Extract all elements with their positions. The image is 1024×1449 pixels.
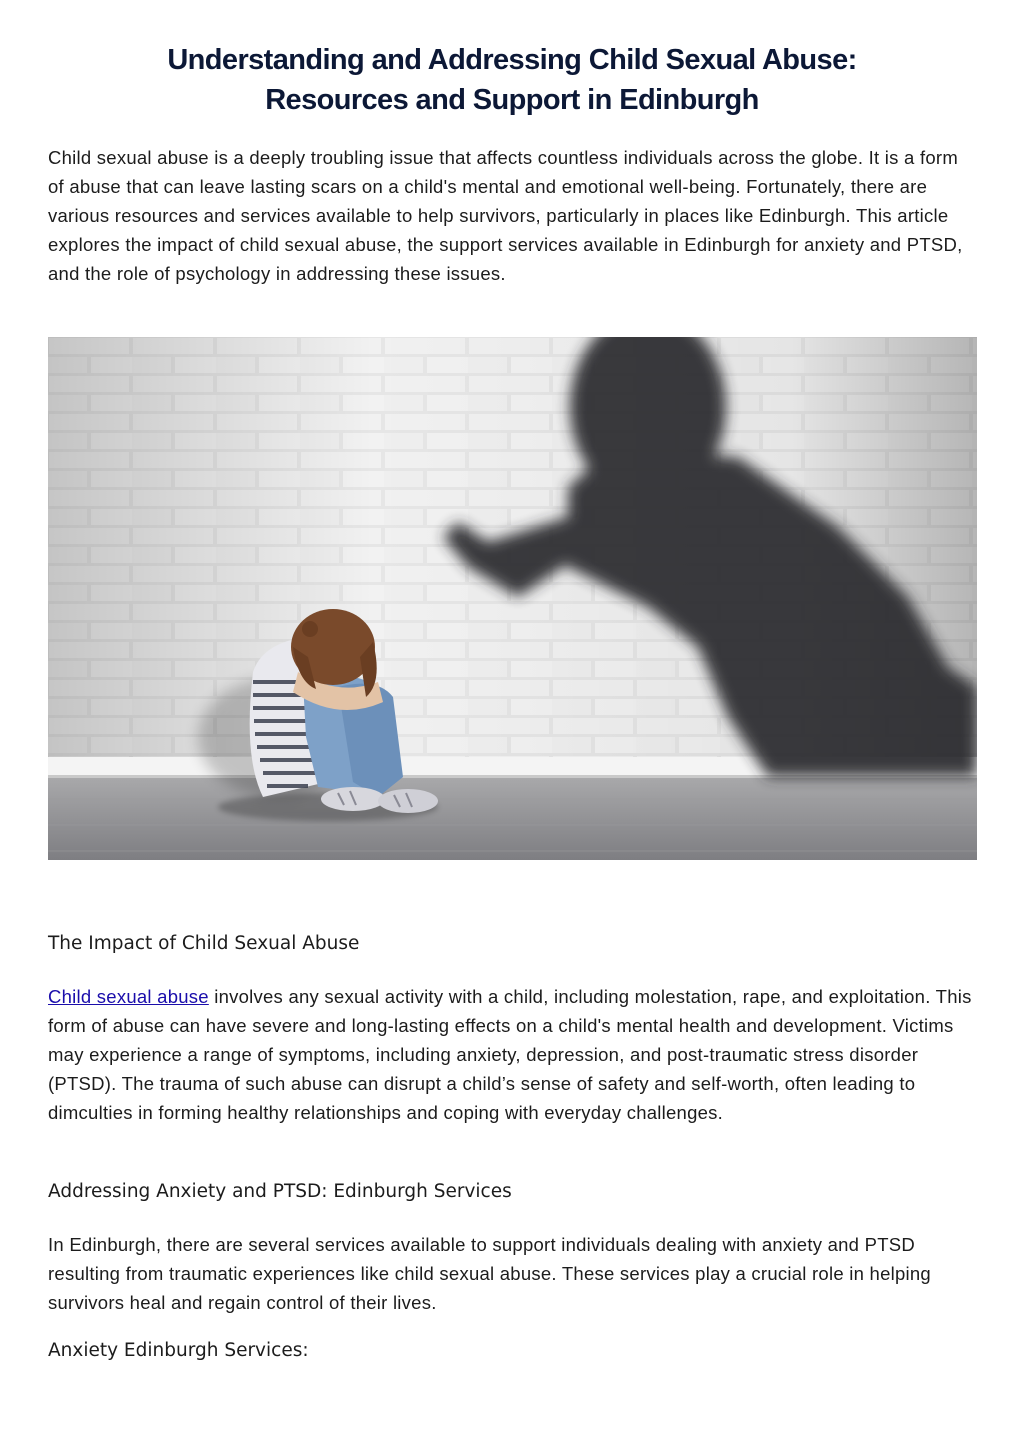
section-heading-edinburgh-services: Addressing Anxiety and PTSD: Edinburgh Services	[48, 1181, 512, 1202]
floor	[48, 778, 977, 860]
intro-paragraph: Child sexual abuse is a deeply troubling issue that affects countless individuals across the globe. It is a form of abuse that can leave lasting scars on a child's mental and emotional well-being. Fortunately, there are various resources and services available to help survivors, particularly in places like Edinburgh. This article explores the impact of child sexual abuse, the support services available in Edinburgh for anxiety and PTSD, and the role of psychology in addressing these issues.	[48, 147, 963, 284]
article-photo	[48, 337, 977, 860]
article-title-line-1: Understanding and Addressing Child Sexual Abuse:	[167, 44, 857, 76]
impact-paragraph-text: involves any sexual activity with a child, including molestation, rape, and exploitation. This form of abuse can have severe and long-lasting effects on a child's mental health and development. Victims may experience a range of symptoms, including anxiety, depression, and post-traumatic stress disorder (PTSD). The trauma of such abuse can disrupt a child’s sense of safety and self-worth, often leading to dimculties in forming healthy relationships and coping with everyday challenges.	[48, 986, 972, 1123]
article-title	[40, 40, 984, 120]
section-heading-anxiety-services: Anxiety Edinburgh Services:	[48, 1340, 309, 1361]
impact-paragraph	[48, 982, 978, 1127]
article-title-line-2: Resources and Support in Edinburgh	[265, 84, 759, 116]
section-heading-impact: The Impact of Child Sexual Abuse	[48, 933, 360, 954]
child-sexual-abuse-link[interactable]: Child sexual abuse	[48, 986, 209, 1007]
edinburgh-services-paragraph: In Edinburgh, there are several services available to support individuals dealing with anxiety and PTSD resulting from traumatic experiences like child sexual abuse. These services play a crucial role in helping survivors heal and regain control of their lives.	[48, 1234, 931, 1313]
